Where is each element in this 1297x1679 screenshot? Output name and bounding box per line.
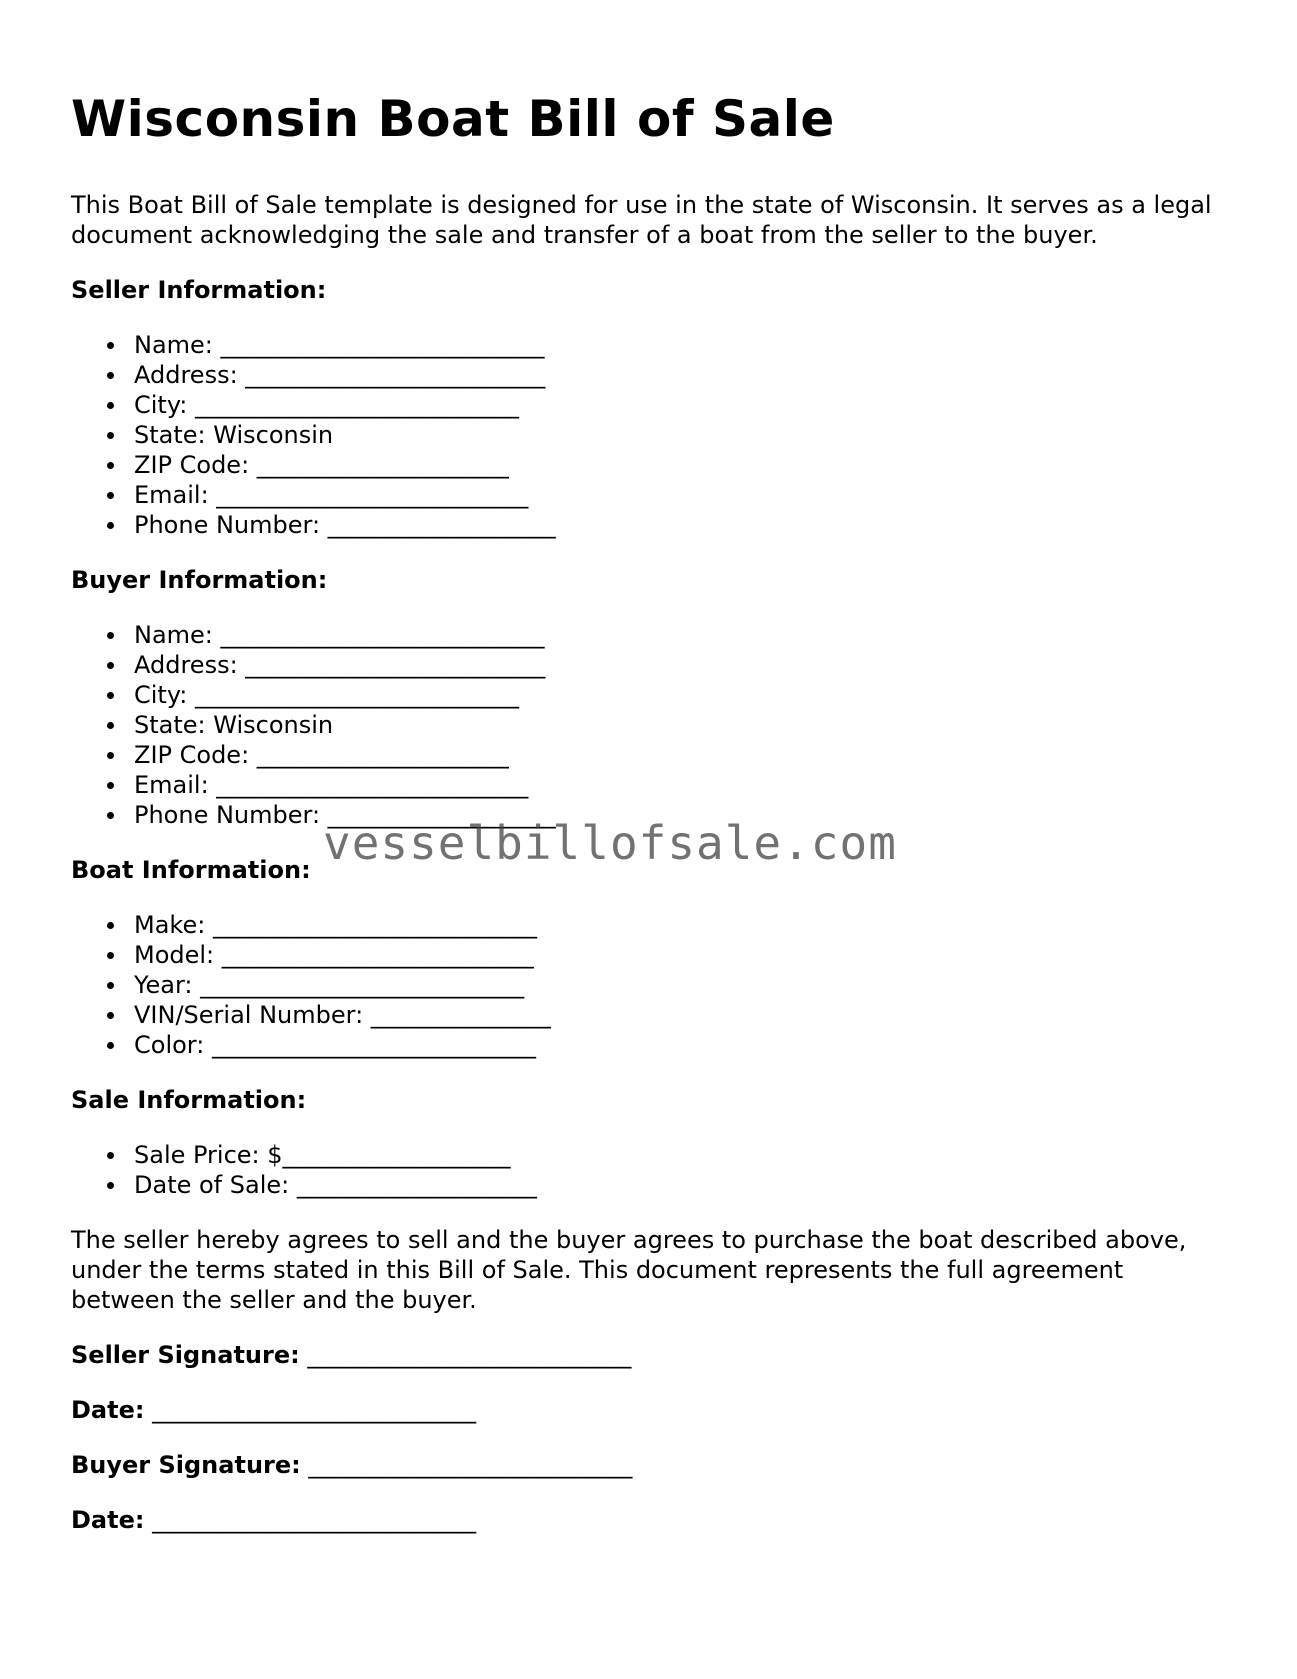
seller-signature-line xyxy=(71,1340,1221,1370)
boat-list xyxy=(71,910,1221,1060)
buyer-phone-field: Phone Number: ___________________ xyxy=(71,800,1221,830)
sale-date-field: Date of Sale: ____________________ xyxy=(71,1170,1221,1200)
seller-address-field: Address: _________________________ xyxy=(71,360,1221,390)
seller-zip-field: ZIP Code: _____________________ xyxy=(71,450,1221,480)
boat-year-field: Year: ___________________________ xyxy=(71,970,1221,1000)
seller-signature-blank: ___________________________ xyxy=(307,1341,632,1369)
sale-heading: Sale Information: xyxy=(71,1086,307,1114)
buyer-signature-line xyxy=(71,1450,1221,1480)
intro-paragraph: This Boat Bill of Sale template is designed for use in the state of Wisconsin. It serves as a legal document acknowledging the sale and transfer of a boat from the seller to the buyer. xyxy=(71,191,1212,249)
boat-vin-field: VIN/Serial Number: _______________ xyxy=(71,1000,1221,1030)
seller-heading: Seller Information: xyxy=(71,276,327,304)
document xyxy=(71,88,1221,1535)
buyer-zip-field: ZIP Code: _____________________ xyxy=(71,740,1221,770)
sale-list xyxy=(71,1140,1221,1200)
seller-email-field: Email: __________________________ xyxy=(71,480,1221,510)
seller-phone-field: Phone Number: ___________________ xyxy=(71,510,1221,540)
buyer-city-field: City: ___________________________ xyxy=(71,680,1221,710)
boat-heading: Boat Information: xyxy=(71,856,311,884)
seller-date-blank: ___________________________ xyxy=(152,1396,477,1424)
buyer-date-blank: ___________________________ xyxy=(152,1506,477,1534)
buyer-date-label: Date: xyxy=(71,1506,145,1534)
boat-color-field: Color: ___________________________ xyxy=(71,1030,1221,1060)
buyer-list xyxy=(71,620,1221,830)
seller-state-field: State: Wisconsin xyxy=(71,420,1221,450)
seller-list xyxy=(71,330,1221,540)
buyer-email-field: Email: __________________________ xyxy=(71,770,1221,800)
watermark-text: vesselbillofsale.com xyxy=(323,816,897,870)
buyer-name-field: Name: ___________________________ xyxy=(71,620,1221,650)
boat-make-field: Make: ___________________________ xyxy=(71,910,1221,940)
buyer-signature-label: Buyer Signature: xyxy=(71,1451,301,1479)
seller-city-field: City: ___________________________ xyxy=(71,390,1221,420)
buyer-heading: Buyer Information: xyxy=(71,566,328,594)
agreement-paragraph: The seller hereby agrees to sell and the buyer agrees to purchase the boat described above, under the terms stated in this Bill of Sale. This document represents the full agreement between the seller and the buyer. xyxy=(71,1226,1187,1314)
buyer-signature-blank: ___________________________ xyxy=(308,1451,633,1479)
seller-signature-label: Seller Signature: xyxy=(71,1341,300,1369)
page-title: Wisconsin Boat Bill of Sale xyxy=(71,90,835,148)
seller-date-label: Date: xyxy=(71,1396,145,1424)
seller-date-line xyxy=(71,1395,1221,1425)
sale-price-field: Sale Price: $___________________ xyxy=(71,1140,1221,1170)
boat-model-field: Model: __________________________ xyxy=(71,940,1221,970)
buyer-date-line xyxy=(71,1505,1221,1535)
buyer-state-field: State: Wisconsin xyxy=(71,710,1221,740)
seller-name-field: Name: ___________________________ xyxy=(71,330,1221,360)
buyer-address-field: Address: _________________________ xyxy=(71,650,1221,680)
